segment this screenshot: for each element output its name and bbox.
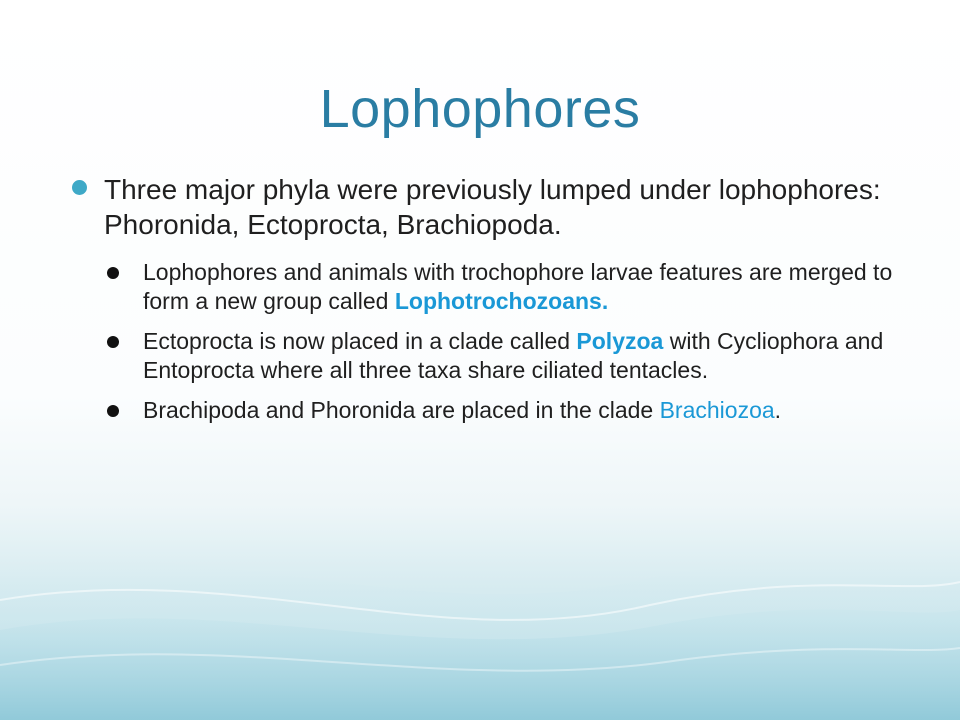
bullet-level1 <box>72 172 902 242</box>
bullet-dot-icon <box>107 336 119 348</box>
bullet-level2-lophotrochozoans <box>107 258 902 316</box>
highlight-lophotrochozoans: Lophotrochozoans. <box>394 288 609 314</box>
background-wave-decoration <box>0 460 960 720</box>
bullet-level2-brachiozoa <box>107 396 902 425</box>
bullet-text-after: with Cycliophora and Entoprocta where all three taxa share ciliated tentacles. <box>143 328 884 383</box>
highlight-brachiozoa: Brachiozoa <box>659 397 775 423</box>
bullet-text: Lophophores and animals with trochophore larvae features are merged to form a new group called <box>143 259 893 314</box>
slide-title: Lophophores <box>319 79 641 139</box>
bullet-level2-polyzoa <box>107 327 902 385</box>
bullet-level1-text: Three major phyla were previously lumped under lophophores: Phoronida, Ectoprocta, Brachiopoda. <box>104 174 881 240</box>
bullet-text-after: . <box>774 397 782 423</box>
bullet-dot-icon <box>107 405 119 417</box>
highlight-polyzoa: Polyzoa <box>576 328 664 354</box>
bullet-dot-icon <box>72 180 87 195</box>
bullet-text-before: Ectoprocta is now placed in a clade called <box>143 328 577 354</box>
bullet-text-before: Brachipoda and Phoronida are placed in the clade <box>143 397 660 423</box>
bullet-dot-icon <box>107 267 119 279</box>
slide-content <box>72 172 902 436</box>
